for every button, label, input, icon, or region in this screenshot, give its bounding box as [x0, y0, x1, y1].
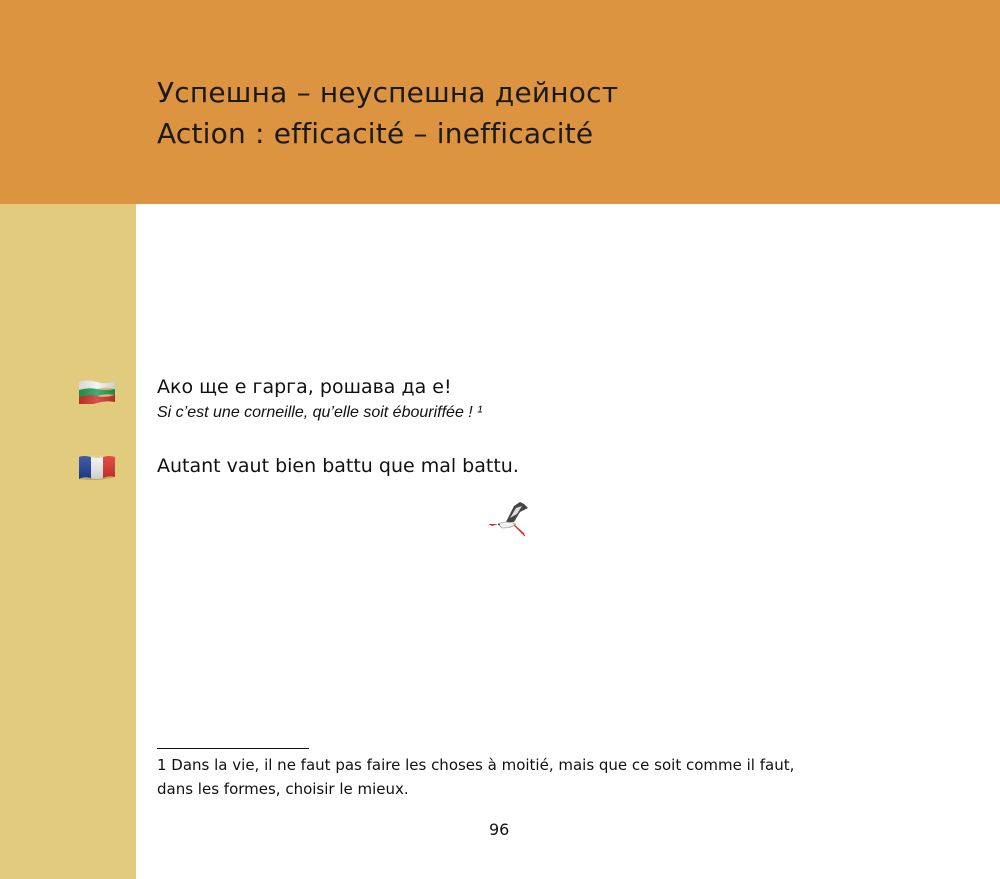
bulgaria-flag-icon [78, 378, 116, 404]
page-title-bulgarian: Успешна – неуспешна дейност [157, 76, 619, 109]
footnote-line-2: dans les formes, choisir le mieux. [157, 780, 409, 798]
sidebar-band [0, 204, 136, 879]
page-number: 96 [489, 820, 510, 839]
footnote-line-1: 1 Dans la vie, il ne faut pas faire les choses à moitié, mais que ce soit comme il faut, [157, 756, 795, 774]
proverb-translation: Si c’est une corneille, qu’elle soit ébouriffée ! ¹ [157, 404, 483, 421]
france-flag-icon [78, 454, 116, 480]
footnote-divider [157, 748, 309, 749]
page-title-french: Action : efficacité – inefficacité [157, 117, 594, 150]
proverb-bulgarian: Ако ще е гарга, рошава да е! [157, 376, 452, 398]
stork-icon [484, 500, 532, 540]
proverb-french: Autant vaut bien battu que mal battu. [157, 455, 519, 477]
